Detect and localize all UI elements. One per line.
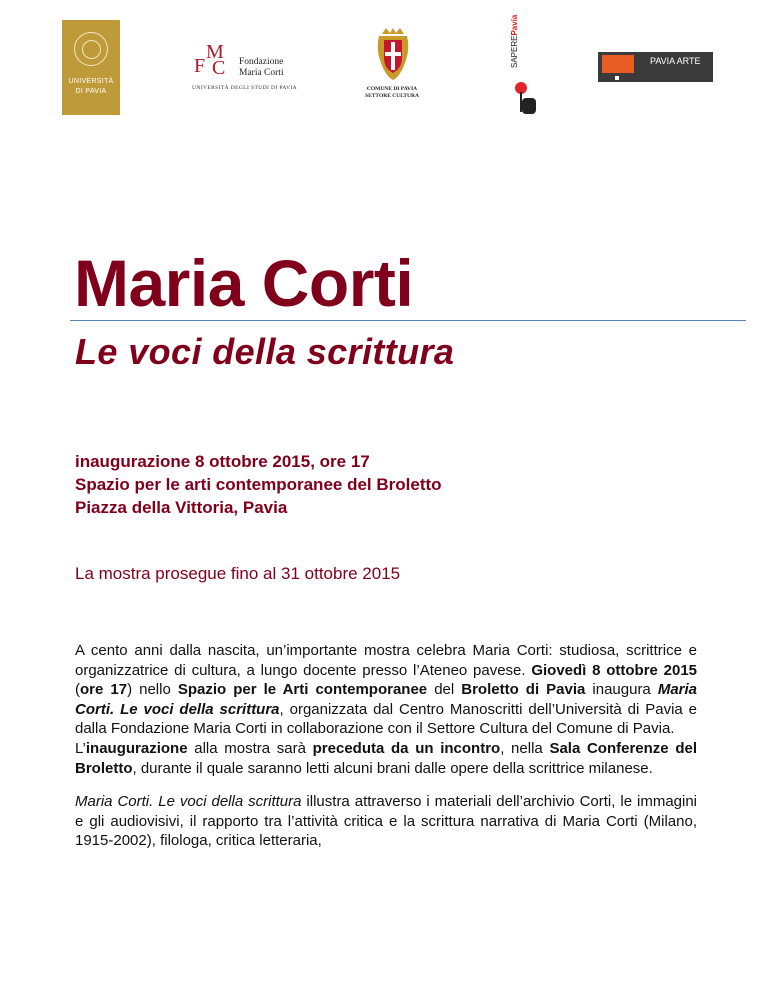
- page-title: Maria Corti: [74, 246, 414, 320]
- page-subtitle: Le voci della scrittura: [75, 331, 455, 372]
- paragraph-3: Maria Corti. Le voci della scrittura illustra attraverso i materiali dell’archivio Corti, le immagini e gli audiovisivi, il rapporto tra l’attività critica e la scrittura narrativa di Maria Corti (Milano, 1915-2002), filologa, critica letteraria,: [75, 793, 698, 850]
- event-date: inaugurazione 8 ottobre 2015, ore 17: [75, 452, 370, 471]
- event-venue: Spazio per le arti contemporanee del Broletto: [75, 475, 442, 494]
- fondazione-maria-corti-logo: [192, 41, 312, 93]
- comune-di-pavia-logo: [360, 28, 424, 108]
- city-crest-icon: [376, 28, 410, 82]
- paragraph-2: L’inaugurazione alla mostra sarà preceduta da un incontro, nella Sala Conferenze del Broletto, durante il quale saranno letti alcuni brani dalle opere della scrittrice milanese.: [75, 739, 698, 777]
- event-address: Piazza della Vittoria, Pavia: [75, 498, 288, 517]
- fmc-monogram-m: M: [206, 41, 224, 63]
- universita-pavia-logo: [62, 20, 120, 115]
- sapere-brand: Pavia: [510, 14, 519, 36]
- pavia-arte-label: PAVIA ARTE: [650, 56, 701, 66]
- university-seal-icon: [74, 32, 108, 66]
- paragraph-1: A cento anni dalla nascita, un’importante mostra celebra Maria Corti: studiosa, scrittrice e organizzatrice di cultura, a lungo docente presso l’Ateneo pavese. Giovedì 8 ottobre 2015 (ore 17) nello Spazio per le Arti contemporanee del Broletto di Pavia inaugura Maria Corti. Le voci della scrittura, organizzata dal Centro Manoscritti dell’Università di Pavia e dalla Fondazione Maria Corti in collaborazione con il Settore Cultura del Comune di Pavia.: [75, 642, 698, 738]
- fmc-monogram-icon: [192, 41, 234, 83]
- event-details: [75, 450, 442, 519]
- unipv-logo-line1: UNIVERSITÀ: [68, 78, 114, 85]
- sapere-pavia-logo: [508, 14, 540, 120]
- sapere-pavia-text: [510, 15, 519, 68]
- fmc-name-line1: Fondazione: [239, 57, 284, 67]
- comune-line1: COMUNE DI PAVIA: [366, 86, 418, 92]
- comune-line2: SETTORE CULTURA: [365, 93, 419, 99]
- fmc-monogram-c: C: [212, 57, 226, 79]
- exhibition-duration: La mostra prosegue fino al 31 ottobre 2015: [75, 564, 401, 583]
- sapere-figure-icon: [522, 98, 536, 114]
- fmc-monogram-f: F: [194, 55, 206, 77]
- body-text: [75, 641, 697, 851]
- sapere-prefix: SAPERE: [510, 35, 519, 68]
- fmc-name: [239, 57, 284, 79]
- unipv-logo-line2: DI PAVIA: [75, 88, 107, 95]
- pavia-arte-logo: [598, 52, 713, 82]
- fmc-name-line2: Maria Corti: [239, 68, 284, 78]
- pavia-arte-orange-icon: [602, 55, 634, 73]
- title-divider: [70, 320, 746, 321]
- fmc-subtitle: UNIVERSITÀ DEGLI STUDI DI PAVIA: [192, 85, 297, 91]
